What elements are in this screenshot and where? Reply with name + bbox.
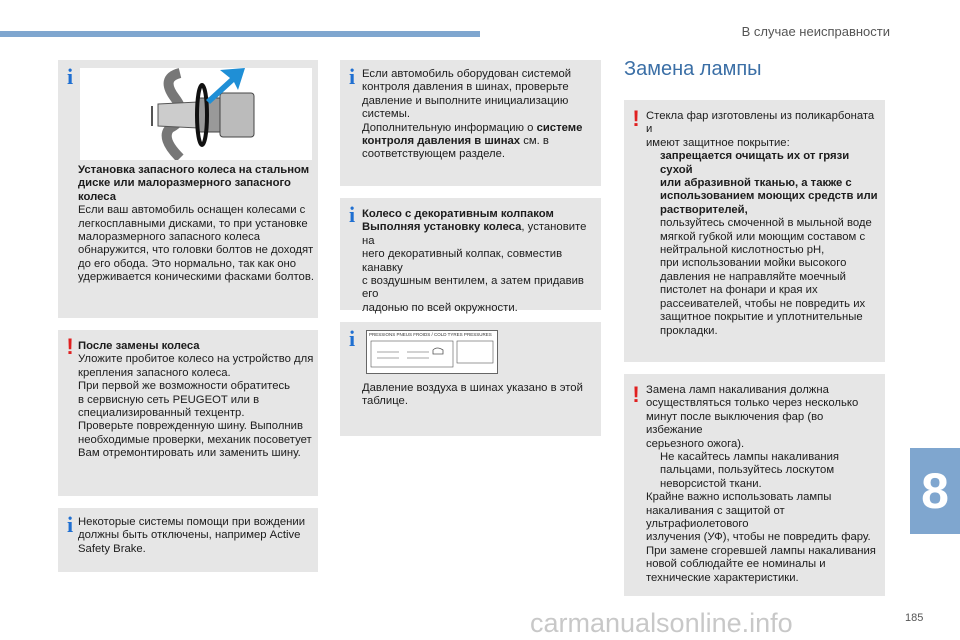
wheel-bolt-illustration [80, 68, 312, 160]
warning-box-bulb-replacement: ! Замена ламп накаливания должна осуществляться только через несколько минут после выключения фар (во избежание серьезного ожога). Не касайтесь лампы накаливания пальцами, пользуйтесь лоскутом неворсистой ткани. Крайне важно использовать лампы накаливания с защитой от ультрафиолетового излучения (УФ), чтобы не повредить фару. При замене сгоревшей лампы накаливания новой соблюдайте ее номиналы и технические характеристики. [624, 374, 885, 596]
warning-icon: ! [66, 334, 74, 359]
watermark: carmanualsonline.info [530, 608, 793, 638]
info-icon: i [348, 326, 356, 351]
info-box-spare-wheel: i Установка запасного колеса на стальном диске или малоразмерного запасного колеса Если ваш автомобиль оснащен колесами с легкосплавными дисками, то при установке малоразмерного запасного колеса обнаружится, что головки болтов не доходят до его обода. Это нормально, так как оно удерживается коническими фасками болтов. [58, 60, 318, 318]
chapter-number-tab: 8 [910, 448, 960, 534]
list-item: при использовании мойки высокого давления не направляйте моечный пистолет на фонари и края их рассеивателей, чтобы не повредить их защитное покрытие и уплотнительные прокладки. [660, 257, 866, 337]
info-box-tyre-pressure: i PRESSIONS PNEUS FROIDS / COLD TYRES PRESSURES Давление воздуха в шинах указано в этой таблице. [340, 322, 601, 436]
tyre-pressure-label-image: PRESSIONS PNEUS FROIDS / COLD TYRES PRESSURES [366, 330, 498, 374]
warning-box-headlamp-glass: ! Стекла фар изготовлены из поликарбоната и имеют защитное покрытие: запрещается очищать их от грязи сухой или абразивной тканью, а также с использованием моющих средств или растворителей, пользуйтесь смоченной в мыльной воде мягкой губкой или моющим составом с нейтральной кислотностью pH, при использовании мойки высокого давления не направляйте моечный пистолет на фонари и края их рассеивателей, чтобы не повредить их защитное покрытие и уплотнительные прокладки. [624, 100, 885, 362]
info-box-wheel-trim: i Колесо с декоративным колпаком Выполняя установку колеса, установите на него декоративный колпак, совместив канавку с воздушным вентилем, а затем придавив его ладонью по всей окружности. [340, 198, 601, 310]
info-box-driving-aids: i Некоторые системы помощи при вождении должны быть отключены, например Active Safety Brake. [58, 508, 318, 572]
info-box-tpms: i Если автомобиль оборудован системой контроля давления в шинах, проверьте давление и выполните инициализацию системы. Дополнительную информацию о системе контроля давления в шинах см. в соответствующем разделе. [340, 60, 601, 186]
warning-icon: ! [632, 382, 640, 407]
info-icon: i [66, 512, 74, 537]
warning-box-after-change: ! После замены колеса Уложите пробитое колесо на устройство для крепления запасного колеса. При первой же возможности обратитесь в сервисную сеть PEUGEOT или в специализированный техцентр. Проверьте поврежденную шину. Выполнив необходимые проверки, механик посоветует Вам отремонтировать или заменить шину. [58, 330, 318, 496]
list-item: пользуйтесь смоченной в мыльной воде мягкой губкой или моющим составом с нейтральной кислотностью pH, [660, 217, 872, 257]
box-title: Колесо с декоративным колпаком [362, 208, 554, 220]
section-title: Замена лампы [624, 58, 762, 80]
list-item: запрещается очищать их от грязи сухой или абразивной тканью, а также с использованием моющих средств или растворителей, [660, 150, 878, 216]
box-title: После замены колеса [78, 340, 200, 352]
top-accent-bar [0, 31, 480, 37]
list-item: Не касайтесь лампы накаливания пальцами, пользуйтесь лоскутом неворсистой ткани. [660, 451, 840, 490]
info-icon: i [348, 64, 356, 89]
warning-icon: ! [632, 106, 640, 131]
chapter-title: В случае неисправности [741, 24, 890, 39]
info-icon: i [348, 202, 356, 227]
page-number: 185 [905, 612, 924, 624]
info-icon: i [66, 64, 74, 89]
box-title: Установка запасного колеса на стальном диске или малоразмерного запасного колеса [78, 164, 310, 203]
